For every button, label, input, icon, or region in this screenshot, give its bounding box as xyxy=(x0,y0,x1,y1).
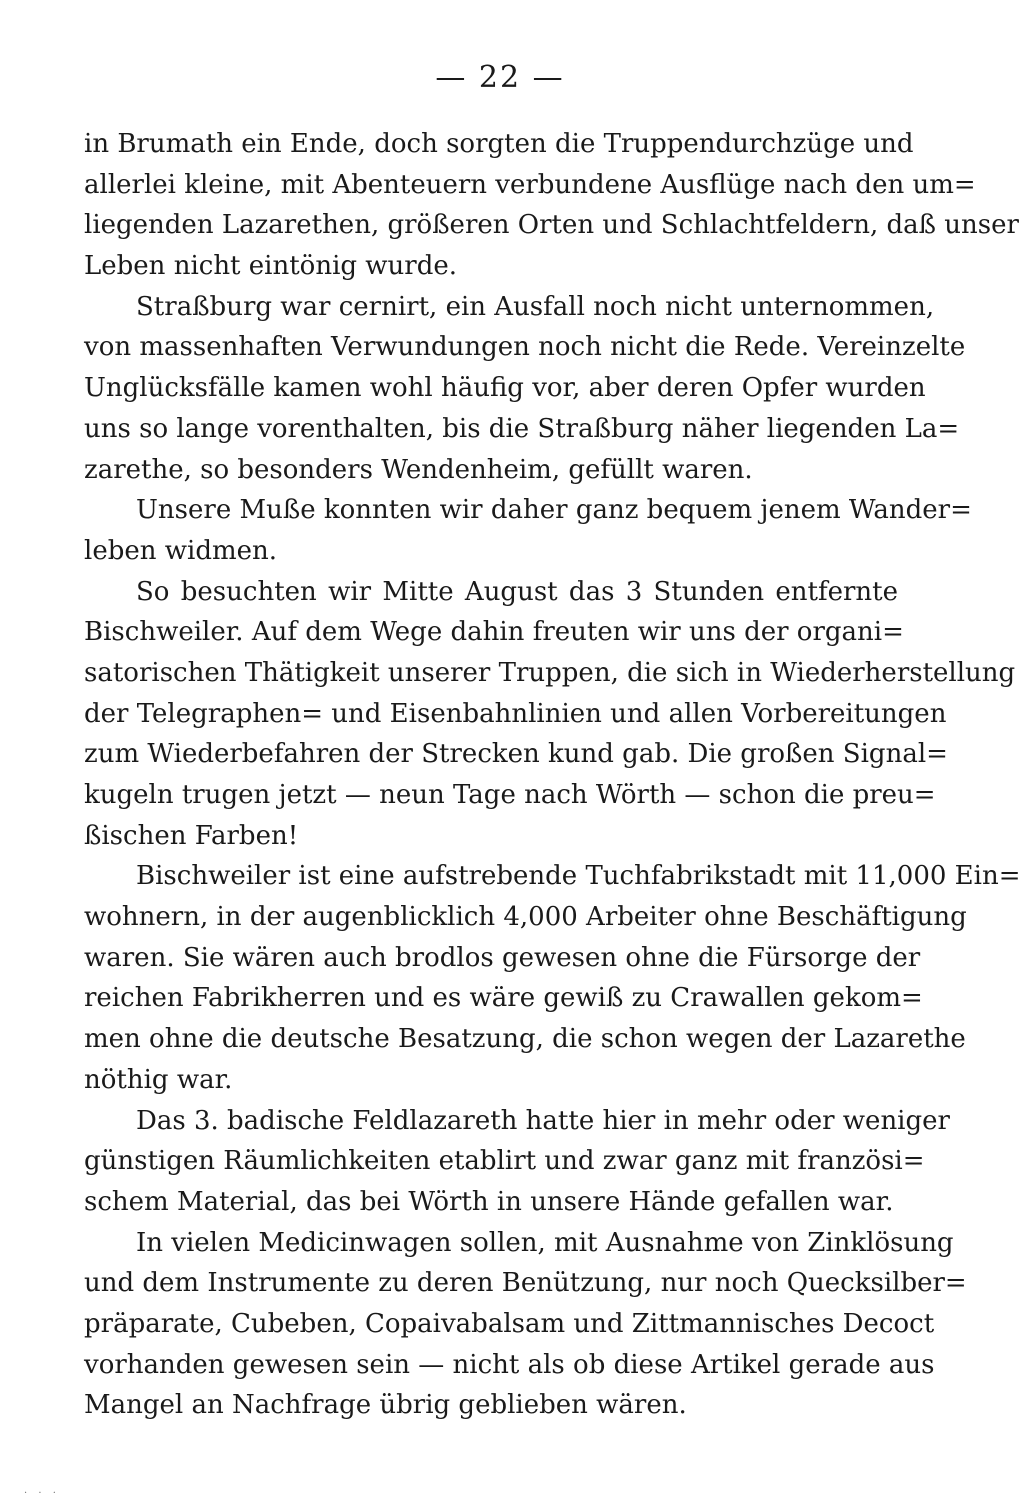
text-line: vorhanden gewesen sein — nicht als ob diese Artikel gerade aus xyxy=(84,1349,935,1380)
text-line: in Brumath ein Ende, doch sorgten die Truppendurchzüge und xyxy=(84,129,914,159)
text-line: In vielen Medicinwagen sollen, mit Ausnahme von Zinklösung xyxy=(136,1227,954,1258)
page-number: — 22 — xyxy=(435,60,565,95)
text-line: So besuchten wir Mitte August das 3 Stunden entfernte xyxy=(136,576,898,607)
text-line: reichen Fabrikherren und es wäre gewiß zu Crawallen gekom= xyxy=(84,983,923,1014)
text-line: von massenhaften Verwundungen noch nicht die Rede. Vereinzelte xyxy=(84,332,966,363)
text-line: und dem Instrumente zu deren Benützung, nur noch Quecksilber= xyxy=(84,1268,967,1299)
text-line: präparate, Cubeben, Copaivabalsam und Zittmannisches Decoct xyxy=(84,1308,935,1339)
text-line: zum Wiederbefahren der Strecken kund gab. Die großen Signal= xyxy=(84,739,948,770)
text-line: Das 3. badische Feldlazareth hatte hier in mehr oder weniger xyxy=(136,1105,950,1136)
text-line: Bischweiler. Auf dem Wege dahin freuten wir uns der organi= xyxy=(84,617,904,648)
text-line: günstigen Räumlichkeiten etablirt und zwar ganz mit französi= xyxy=(84,1146,925,1177)
text-line: Bischweiler ist eine aufstrebende Tuchfabrikstadt mit 11,000 Ein= xyxy=(136,861,1021,892)
text-line: uns so lange vorenthalten, bis die Straßburg näher liegenden La= xyxy=(84,413,960,444)
text-line: Leben nicht eintönig wurde. xyxy=(84,251,458,282)
text-line: liegenden Lazarethen, größeren Orten und Schlachtfeldern, daß unser xyxy=(84,210,1019,241)
text-line: schem Material, das bei Wörth in unsere Hände gefallen war. xyxy=(84,1186,894,1217)
text-line: Straßburg war cernirt, ein Ausfall noch nicht unternommen, xyxy=(136,291,935,322)
text-line: leben widmen. xyxy=(84,535,278,566)
text-line: allerlei kleine, mit Abenteuern verbundene Ausflüge nach den um= xyxy=(84,169,976,200)
body-text xyxy=(84,124,1021,1426)
text-line: Mangel an Nachfrage übrig geblieben wären. xyxy=(84,1390,687,1421)
text-line: Unsere Muße konnten wir daher ganz bequem jenem Wander= xyxy=(136,495,972,526)
text-line: ßischen Farben! xyxy=(84,820,299,851)
text-line: kugeln trugen jetzt — neun Tage nach Wörth — schon die preu= xyxy=(84,780,936,810)
text-line: nöthig war. xyxy=(84,1064,233,1095)
text-line: wohnern, in der augenblicklich 4,000 Arbeiter ohne Beschäftigung xyxy=(84,902,967,933)
text-line: der Telegraphen= und Eisenbahnlinien und allen Vorbereitungen xyxy=(84,698,947,729)
text-line: zarethe, so besonders Wendenheim, gefüllt waren. xyxy=(84,454,753,485)
text-line: waren. Sie wären auch brodlos gewesen ohne die Fürsorge der xyxy=(84,942,921,973)
scan-speck: · · · xyxy=(24,1488,60,1499)
text-line: satorischen Thätigkeit unserer Truppen, die sich in Wiederherstellung xyxy=(84,657,1016,688)
text-line: Unglücksfälle kamen wohl häufig vor, aber deren Opfer wurden xyxy=(84,373,926,404)
text-line: men ohne die deutsche Besatzung, die schon wegen der Lazarethe xyxy=(84,1024,966,1055)
